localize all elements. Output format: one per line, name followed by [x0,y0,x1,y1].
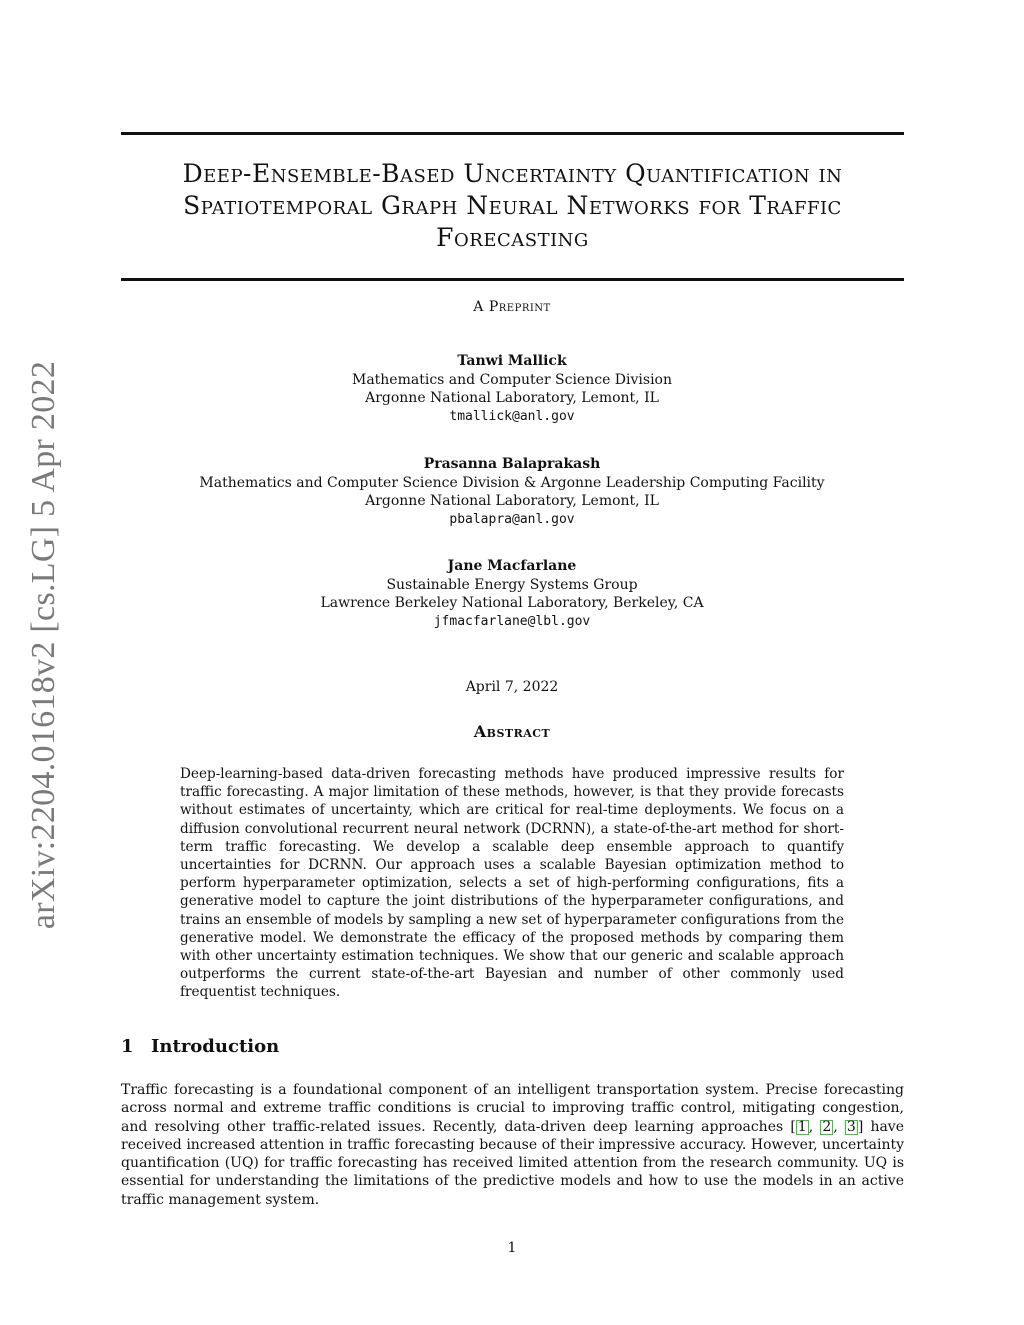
section-number: 1 [121,1036,134,1057]
author-name: Jane Macfarlane [447,558,577,574]
title-line: Deep-Ensemble-Based Uncertainty Quantification in [182,159,843,188]
author-name: Tanwi Mallick [457,353,567,369]
publication-date: April 7, 2022 [465,679,559,695]
intro-text-before: Traffic forecasting is a foundational component of an intelligent transportation system. Precise forecasting across normal and extreme traffic conditions is crucial to improving traffic control, mitigating congestion, and resolving other traffic-related issues. Recently, data-driven deep learning approaches [ [121,1082,904,1135]
author-affiliation: Lawrence Berkeley National Laboratory, Berkeley, CA [320,595,704,611]
page-number: 1 [507,1240,517,1256]
citation-link[interactable]: 1 [797,1118,807,1135]
paper-title [121,158,904,254]
author-affiliation: Mathematics and Computer Science Division & Argonne Leadership Computing Facility [199,474,825,491]
author-email[interactable]: jfmacfarlane@lbl.gov [433,613,591,629]
author-block [0,352,1024,426]
title-bottom-rule [121,278,904,281]
citation-link[interactable]: 2 [822,1118,832,1135]
title-top-rule [121,132,904,135]
citation-link[interactable]: 3 [846,1118,856,1135]
arxiv-identifier: arXiv:2204.01618v2 [cs.LG] 5 Apr 2022 [25,360,62,930]
author-affiliation: Sustainable Energy Systems Group [386,576,638,593]
author-affiliation: Argonne National Laboratory, Lemont, IL [365,493,659,509]
intro-text-after: ] have received increased attention in traffic forecasting because of their impressive accuracy. However, uncertainty quantification (UQ) for traffic forecasting has received limited attention from the research community. UQ is essential for understanding the limitations of the predictive models and how to use the models in an active traffic management system. [121,1118,904,1208]
author-email[interactable]: pbalapra@anl.gov [449,511,575,527]
author-affiliation: Argonne National Laboratory, Lemont, IL [365,390,659,406]
section-title: Introduction [151,1036,280,1057]
author-affiliation: Mathematics and Computer Science Division [351,371,673,388]
author-block [0,557,1024,631]
author-block [0,455,1024,529]
section-heading [121,1036,279,1057]
preprint-label: A Preprint [473,299,551,315]
abstract-heading: Abstract [473,722,551,741]
author-email[interactable]: tmallick@anl.gov [449,408,575,424]
author-name: Prasanna Balaprakash [423,456,601,472]
title-line: Spatiotemporal Graph Neural Networks for Traffic [183,191,842,220]
abstract-text: Deep-learning-based data-driven forecasting methods have produced impressive results for traffic forecasting. A major limitation of these methods, however, is that they provide forecasts without estimates of uncertainty, which are critical for real-time deployments. We focus on a diffusion convolutional recurrent neural network (DCRNN), a state-of-the-art method for short-term traffic forecasting. We develop a scalable deep ensemble approach to quantify uncertainties for DCRNN. Our approach uses a scalable Bayesian optimization method to perform hyperparameter optimization, selects a set of high-performing configurations, fits a generative model to capture the joint distributions of the hyperparameter configurations, and trains an ensemble of models by sampling a new set of hyperparameter configurations from the generative model. We demonstrate the efficacy of the proposed methods by comparing them with other uncertainty estimation techniques. We show that our generic and scalable approach outperforms the current state-of-the-art Bayesian and number of other commonly used frequentist techniques. [180,766,844,1001]
title-line: Forecasting [436,223,589,252]
introduction-paragraph: Traffic forecasting is a foundational component of an intelligent transportation system. Precise forecasting across normal and extreme traffic conditions is crucial to improving traffic control, mitigating congestion, and resolving other traffic-related issues. Recently, data-driven deep learning approaches [ 1 , 2 , 3 ] have received increased attention in traffic forecasting because of their impressive accuracy. However, uncertainty quantification (UQ) for traffic forecasting has received limited attention from the research community. UQ is essential for understanding the limitations of the predictive models and how to use the models in an active traffic management system. [121,1082,904,1208]
